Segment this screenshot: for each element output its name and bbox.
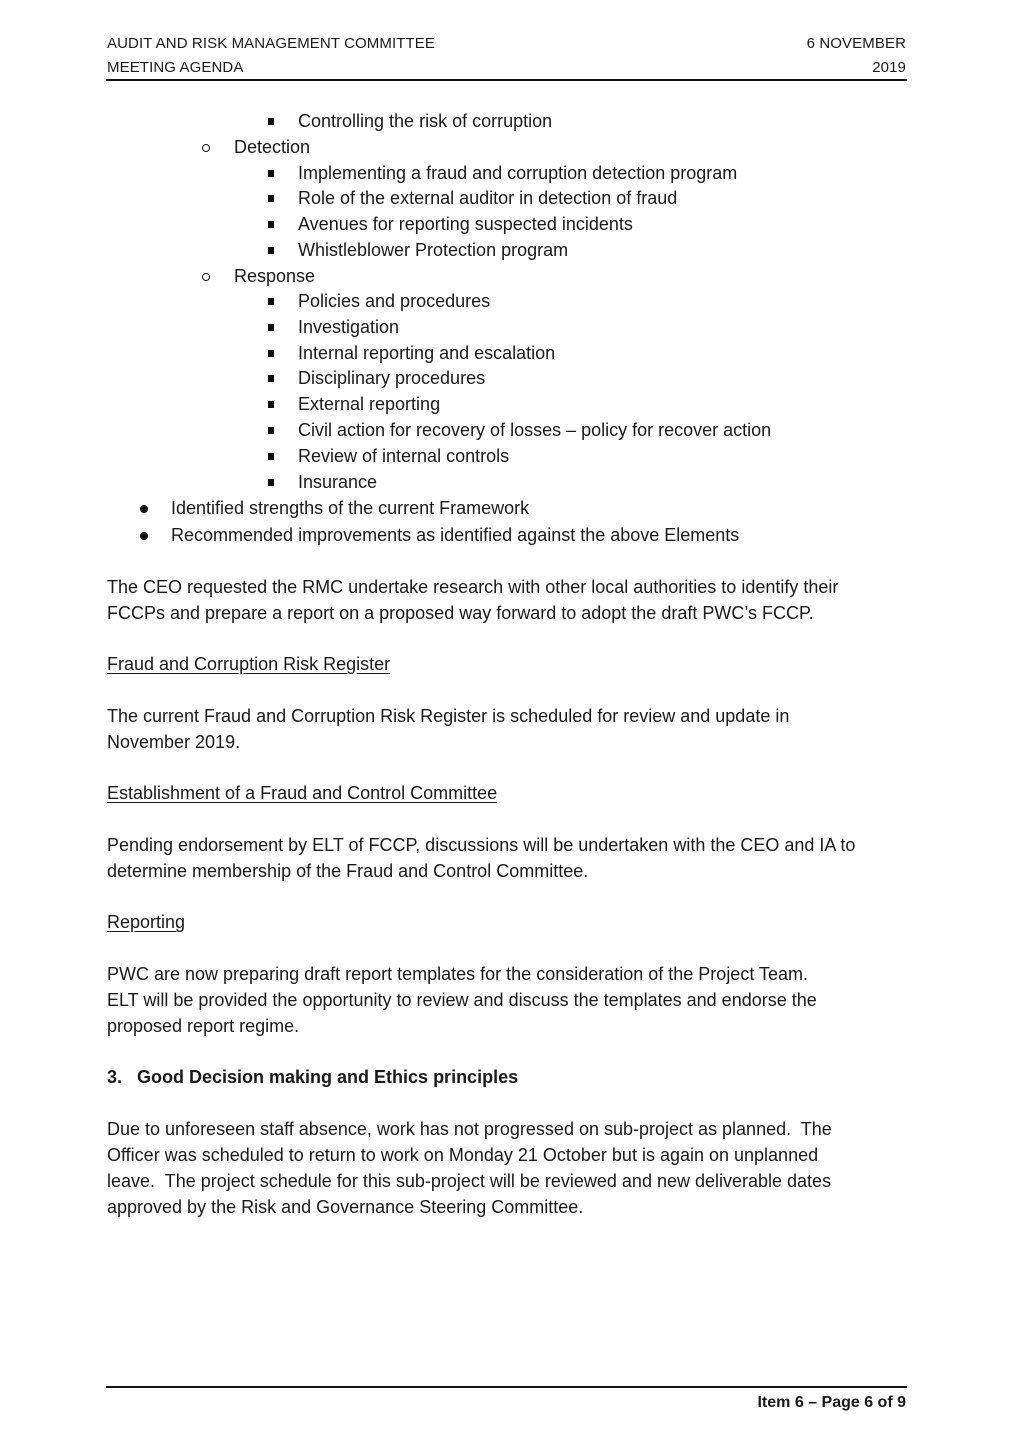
circle-bullet-icon [202,144,210,152]
round-bullet-icon [140,505,148,513]
square-bullet-icon [268,453,274,460]
square-bullet-icon [268,375,274,382]
section-3-heading: 3. Good Decision making and Ethics principles [107,1067,519,1087]
square-bullet-icon [268,298,274,305]
response-heading: Response [234,266,316,286]
paragraph-line: PWC are now preparing draft report templates for the consideration of the Project Team. [107,964,809,984]
square-bullet-icon [268,170,274,177]
page-number-label: Item 6 – Page 6 of 9 [757,1394,906,1411]
list-item: External reporting [298,394,441,414]
committee-name: AUDIT AND RISK MANAGEMENT COMMITTEE [107,35,435,52]
list-item: Civil action for recovery of losses – policy for recover action [298,420,772,440]
list-item: Implementing a fraud and corruption detection program [298,163,738,183]
meeting-date-year: 2019 [872,59,906,76]
square-bullet-icon [268,221,274,228]
risk-register-heading: Fraud and Corruption Risk Register [107,654,391,674]
list-item: Avenues for reporting suspected incidents [298,214,633,234]
list-item: Disciplinary procedures [298,368,486,388]
paragraph-line: Officer was scheduled to return to work on Monday 21 October but is again on unplanned [107,1145,819,1165]
list-item: Review of internal controls [298,446,510,466]
paragraph-line: Pending endorsement by ELT of FCCP, discussions will be undertaken with the CEO and IA to [107,835,856,855]
paragraph-line: The current Fraud and Corruption Risk Register is scheduled for review and update in [107,706,790,726]
reporting-heading: Reporting [107,912,186,932]
paragraph-line: The CEO requested the RMC undertake research with other local authorities to identify their [107,577,839,597]
paragraph-line: determine membership of the Fraud and Control Committee. [107,861,589,881]
square-bullet-icon [268,401,274,408]
square-bullet-icon [268,247,274,254]
detection-heading: Detection [234,137,311,157]
list-item: Internal reporting and escalation [298,343,556,363]
paragraph-line: proposed report regime. [107,1016,300,1036]
square-bullet-icon [268,350,274,357]
list-item: Whistleblower Protection program [298,240,569,260]
list-item: Insurance [298,472,378,492]
square-bullet-icon [268,118,274,125]
header-right [807,32,906,80]
paragraph-line: November 2019. [107,732,241,752]
list-item: Recommended improvements as identified against the above Elements [171,525,740,545]
square-bullet-icon [268,479,274,486]
square-bullet-icon [268,324,274,331]
list-item: Policies and procedures [298,291,491,311]
committee-heading: Establishment of a Fraud and Control Committee [107,783,498,803]
document-type: MEETING AGENDA [107,59,244,76]
list-item: Investigation [298,317,400,337]
paragraph-line: approved by the Risk and Governance Steering Committee. [107,1197,584,1217]
round-bullet-icon [140,532,148,540]
square-bullet-icon [268,427,274,434]
paragraph-line: FCCPs and prepare a report on a proposed way forward to adopt the draft PWC’s FCCP. [107,603,814,623]
meeting-date-day-month: 6 NOVEMBER [806,35,906,52]
paragraph-line: leave. The project schedule for this sub-project will be reviewed and new deliverable dates [107,1171,832,1191]
list-item: Controlling the risk of corruption [298,111,553,131]
circle-bullet-icon [202,273,210,281]
header-divider [106,79,907,81]
paragraph-line: Due to unforeseen staff absence, work has not progressed on sub-project as planned. The [107,1119,832,1139]
header-left [107,32,435,80]
square-bullet-icon [268,195,274,202]
footer-divider [106,1386,907,1388]
list-item: Role of the external auditor in detection of fraud [298,188,678,208]
list-item: Identified strengths of the current Framework [171,498,530,518]
paragraph-line: ELT will be provided the opportunity to review and discuss the templates and endorse the [107,990,817,1010]
